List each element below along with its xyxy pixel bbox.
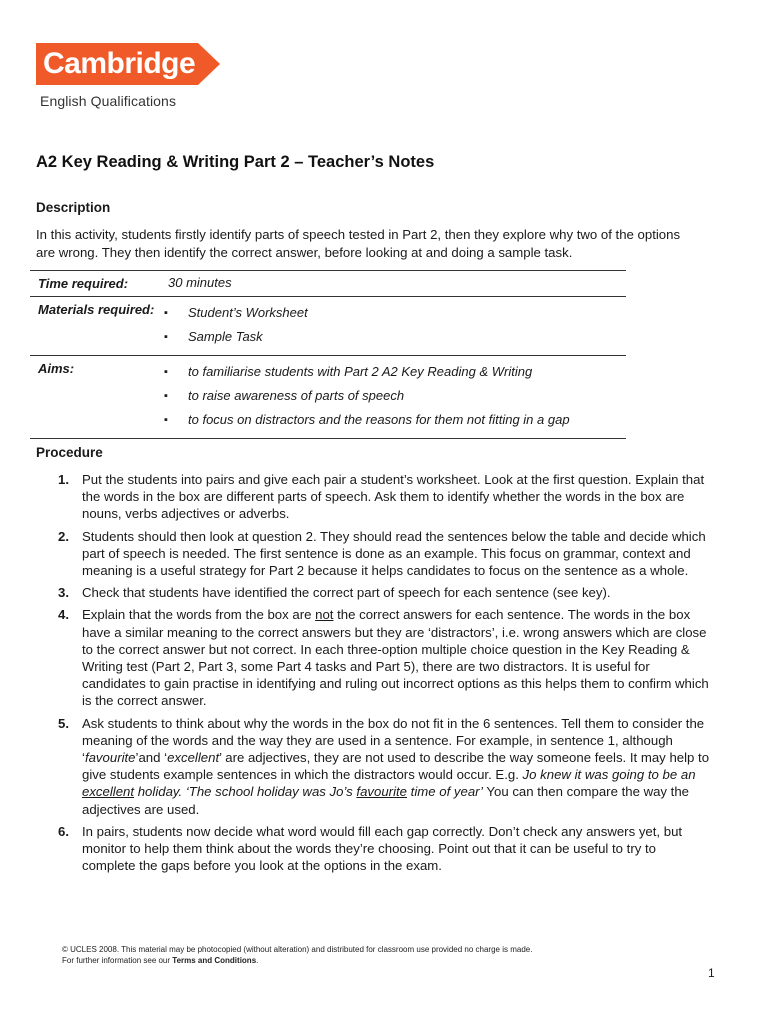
procedure-step: [58, 715, 712, 818]
step-text-part: ’and ‘: [135, 750, 168, 766]
materials-item: ▪ Sample Task: [162, 325, 626, 349]
step-text-part: ’ are adjectives, they are not used to describe the way someone feels. It may help to give students example sentences in which the distractors would occur. E.g.: [82, 750, 710, 783]
step-text-part: Ask students to think about why the words in the box do not fit in the 6 sentences. Tell them to consider the meaning of the words and the way they are used in a sentence. For example, in sentence 1, although ‘: [82, 715, 705, 766]
time-label: Time required:: [30, 271, 162, 297]
copyright-line: © UCLES 2008. This material may be photocopied (without alteration) and distributed for classroom use provided no charge is made.: [62, 945, 533, 954]
description-text: In this activity, students firstly identify parts of speech tested in Part 2, then they explore why two of the options are wrong. They then identify the correct answer, before looking at and doing a sample task.: [36, 227, 681, 260]
example-underlined-favourite: favourite: [356, 784, 408, 800]
procedure-list: [58, 471, 712, 879]
step-number: 5.: [58, 715, 69, 731]
procedure-step: [58, 471, 712, 523]
logo-badge: [36, 43, 220, 85]
time-row: [30, 271, 626, 297]
procedure-step: [58, 528, 712, 580]
step-text-part: You can then compare the way the adjectives are used.: [82, 784, 690, 817]
step-number: 3.: [58, 585, 69, 601]
info-table: [30, 270, 626, 439]
terms-suffix: .: [256, 956, 259, 965]
aims-row: [30, 356, 626, 439]
procedure-step: [58, 584, 712, 601]
aims-item: ▪ to raise awareness of parts of speech: [162, 384, 626, 408]
step-number: 2.: [58, 528, 69, 544]
step-number: 4.: [58, 607, 69, 623]
step-text: Put the students into pairs and give each pair a student’s worksheet. Look at the first question. Explain that the words in the box are different parts of speech. Ask them to identify whether the words in the box are nouns, verbs adjectives or adverbs.: [82, 472, 705, 522]
step-text: Check that students have identified the correct part of speech for each sentence (see key).: [82, 585, 611, 601]
page-number: 1: [708, 966, 715, 980]
example-underlined-excellent: excellent: [82, 784, 135, 800]
procedure-heading: Procedure: [36, 445, 103, 460]
materials-label: Materials required:: [30, 297, 162, 356]
step-text-part: the correct answers for each sentence. The words in the box have a similar meaning to the correct answers but they are ‘distractors’, i.e. wrong answers which are close to the correct answer but not correct. In each three-option multiple choice question in the Key Reading & Writing test (Part 2, Part 3, some Part 4 tasks and Part 5), there are two distractors. It is useful for candidates to gain practise in identifying and ruling out incorrect options as this helps them to confirm which is the correct answer.: [82, 607, 709, 709]
example-part: time of year’: [407, 784, 483, 800]
example-part: holiday. ‘The school holiday was Jo’s: [134, 784, 357, 800]
example-part: Jo knew it was going to be an: [522, 767, 696, 783]
step-number: 1.: [58, 472, 69, 487]
time-value: 30 minutes: [162, 271, 626, 297]
italic-word-excellent: excellent: [167, 750, 220, 766]
materials-list: [162, 301, 626, 349]
materials-item: ▪ Student’s Worksheet: [162, 301, 626, 325]
terms-line: [62, 955, 532, 966]
aims-item: ▪ to familiarise students with Part 2 A2 Key Reading & Writing: [162, 360, 626, 384]
terms-link[interactable]: Terms and Conditions: [172, 956, 257, 965]
footer: [62, 944, 532, 966]
step-text: Students should then look at question 2. They should read the sentences below the table and decide which part of speech is needed. The first sentence is done as an example. This focus on grammar, context and meaning is a useful strategy for Part 2 because it helps candidates to focus on the sentence as a whole.: [82, 528, 706, 579]
page-title: A2 Key Reading & Writing Part 2 – Teacher’s Notes: [36, 153, 435, 171]
materials-row: [30, 297, 626, 356]
cambridge-logo: [36, 43, 220, 109]
step-text: In pairs, students now decide what word would fill each gap correctly. Don’t check any answers yet, but monitor to help them think about the words they’re choosing. Point out that it can be useful to try to complete the gaps before you look at the options in the exam.: [82, 823, 683, 874]
aims-list: [162, 360, 626, 432]
procedure-step: [58, 606, 712, 709]
italic-word-favourite: favourite: [84, 750, 136, 766]
step-number: 6.: [58, 823, 69, 839]
step-text-part: Explain that the words from the box are: [82, 607, 316, 623]
procedure-step: [58, 823, 712, 875]
aims-label: Aims:: [30, 356, 162, 439]
aims-item: ▪ to focus on distractors and the reasons for them not fitting in a gap: [162, 408, 626, 432]
terms-prefix: For further information see our: [62, 956, 173, 965]
description-heading: Description: [36, 200, 111, 215]
logo-brand-text: Cambridge: [43, 47, 196, 80]
underlined-not: not: [315, 607, 334, 623]
logo-subtitle: English Qualifications: [40, 93, 177, 109]
